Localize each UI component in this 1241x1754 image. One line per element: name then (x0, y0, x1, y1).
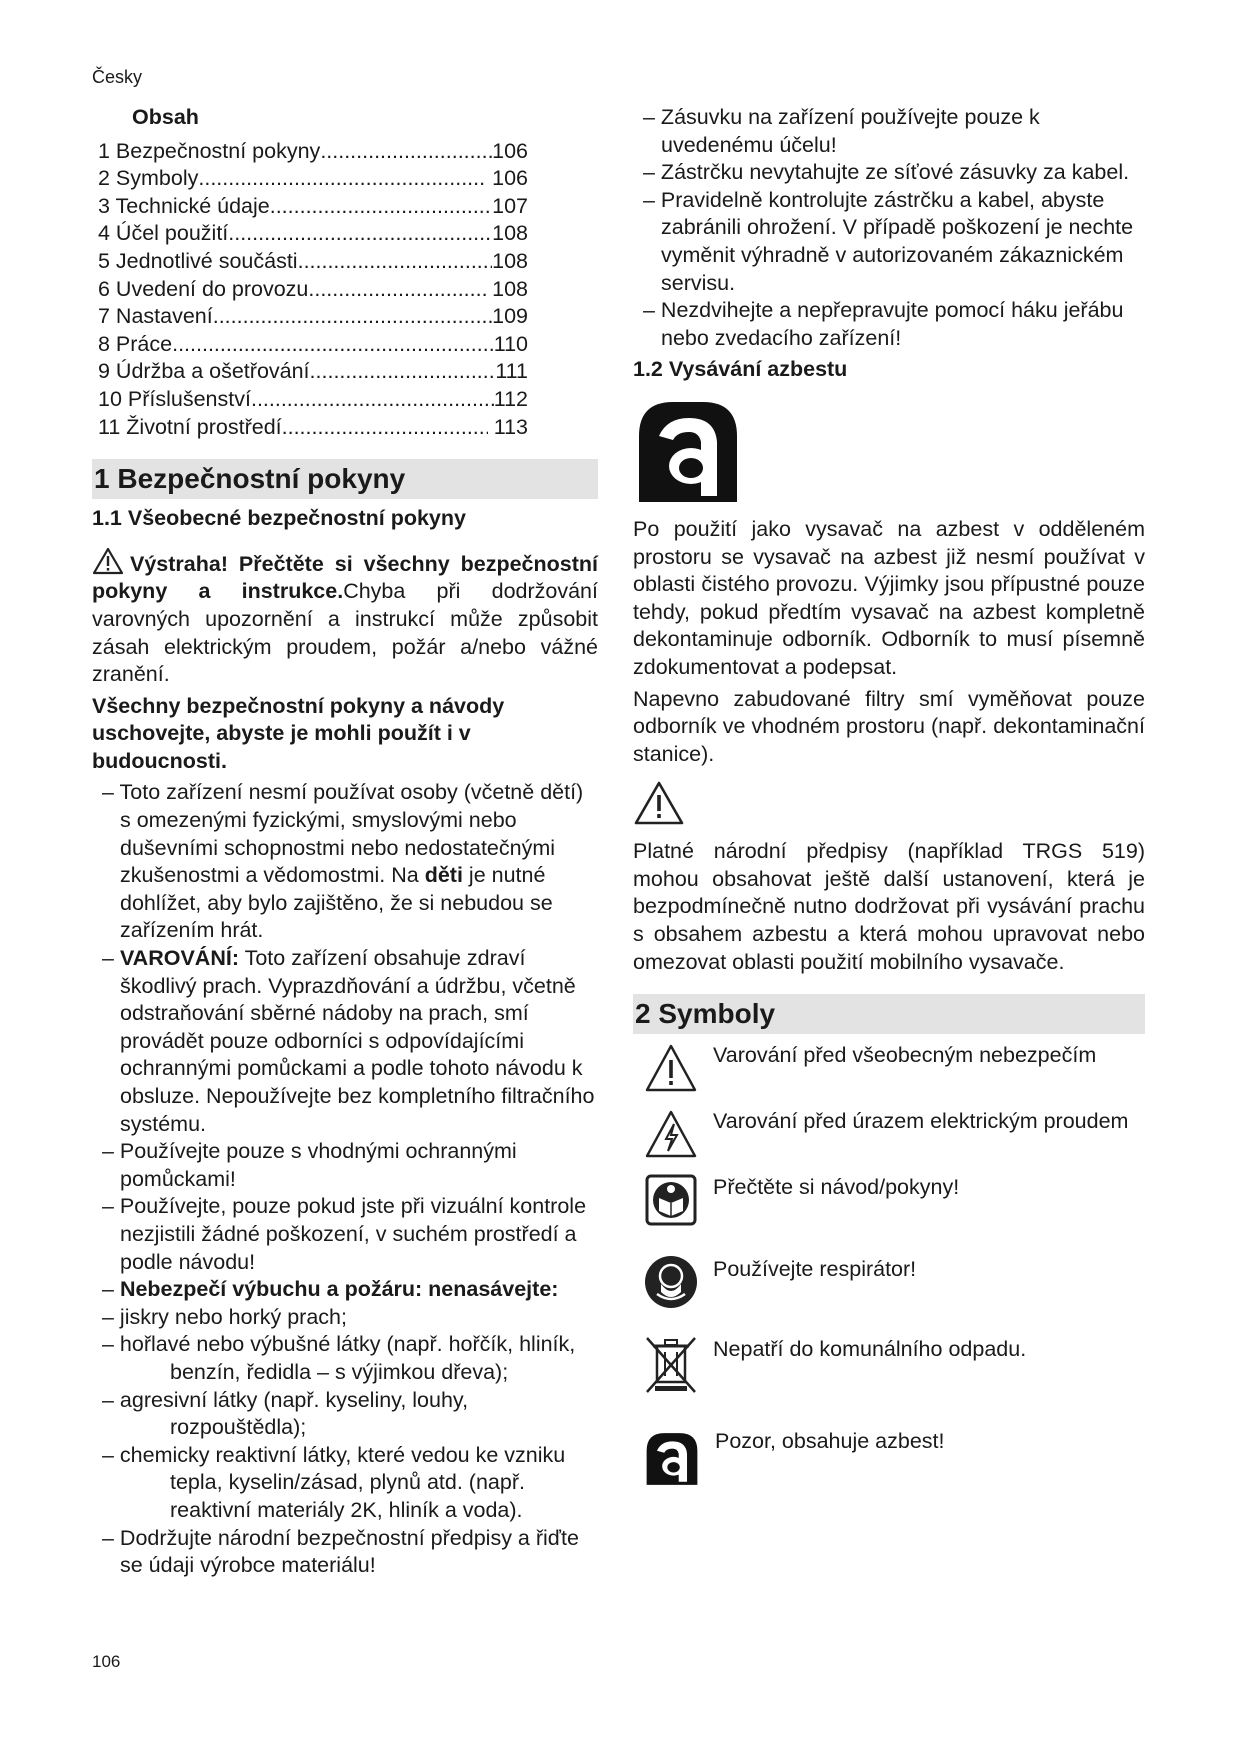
bullet-prefix: – (102, 1277, 120, 1302)
toc-item-label: 10 Příslušenství (98, 386, 251, 411)
toc-item (98, 303, 528, 331)
toc-item-page: 108 (492, 248, 528, 273)
bullet-warning-text: Toto zařízení obsahuje zdraví škodlivý prach. Vyprazdňování a údržbu, včetně odstraňování sběrné nádoby na prach, smí provádět pouze odborníci s odpovídajícími ochrannými pomůckami a podle tohoto návodu k obsluze. Nepoužívejte bez kompletního filtračního systému. (120, 946, 595, 1136)
warning-triangle-icon (633, 780, 685, 826)
toc-item-label: 5 Jednotlivé součásti (98, 248, 298, 273)
toc-item-label: 2 Symboly (98, 166, 199, 191)
toc-item-page: 111 (495, 359, 528, 384)
toc-leader-dots (172, 331, 494, 359)
toc-item-page: 107 (492, 193, 528, 218)
toc-item-label: 11 Životní prostředí (98, 414, 282, 439)
bullet-flammable: – hořlavé nebo výbušné látky (např. hořčík, hliník, benzín, ředidla – s výjimkou dřeva); (102, 1332, 576, 1384)
toc-item-label: 6 Uvedení do provozu (98, 276, 309, 301)
toc-item-page: 110 (493, 331, 528, 356)
warning-triangle-icon (92, 547, 124, 575)
toc-item (98, 331, 528, 359)
toc-list (92, 138, 598, 442)
bullet-plug: – Zástrčku nevytahujte ze síťové zásuvky za kabel. (643, 160, 1130, 185)
bullet-warning-dust (92, 945, 598, 1138)
toc-leader-dots (270, 193, 492, 221)
symbol-row (633, 1426, 1145, 1486)
toc-leader-dots (298, 248, 493, 276)
bullet-explosion (92, 1276, 598, 1304)
toc-item (98, 165, 528, 193)
toc-item (98, 193, 528, 221)
warning-bold-text: Výstraha! Přečtěte si všechny bezpečnostní pokyny a instrukce. (92, 551, 598, 604)
toc-item-label: 9 Údržba a ošetřování (98, 359, 310, 384)
toc-item-page: 108 (492, 221, 528, 246)
asbestos-paragraph-1: Po použití jako vysavač na azbest v odděleném prostoru se vysavač na azbest již nesmí používat v oblasti čistého provozu. Výjimky jsou přípustné pouze tehdy, pokud předtím vysavač na azbest kompletně dekontaminuje odborník. Odborník to musí písemně zdokumentovat a podepsat. (633, 516, 1145, 679)
symbol-text: Pozor, obsahuje azbest! (715, 1429, 945, 1454)
toc-leader-dots (251, 386, 494, 414)
bullet-visual-check: – Používejte, pouze pokud jste při vizuální kontrole nezjistili žádné poškození, v suchém prostředí a podle návodu! (102, 1194, 587, 1274)
symbol-row (633, 1040, 1145, 1100)
symbol-row (633, 1334, 1145, 1426)
toc-leader-dots (320, 138, 492, 166)
toc-leader-dots (228, 220, 492, 248)
bullet-socket: – Zásuvku na zařízení používejte pouze k uvedenému účelu! (643, 105, 1040, 157)
toc-item-page: 106 (486, 166, 528, 191)
toc-leader-dots (310, 358, 496, 386)
toc-item-label: 8 Práce (98, 331, 173, 356)
symbol-row (633, 1254, 1145, 1334)
bullet-prefix: – (102, 946, 120, 971)
section-2-heading: 2 Symboly (633, 994, 1145, 1034)
right-column (633, 104, 1145, 1486)
read-manual-icon (643, 1172, 699, 1228)
toc-leader-dots (308, 276, 486, 304)
subsection-1-1-heading: 1.1 Všeobecné bezpečnostní pokyny (92, 506, 466, 531)
toc-leader-dots (213, 303, 492, 331)
bullet-persons (92, 779, 598, 945)
page-language: Česky (92, 67, 143, 87)
toc-item (98, 386, 528, 414)
page-number: 106 (92, 1652, 121, 1671)
toc-item-page: 108 (486, 276, 528, 301)
toc-item (98, 248, 528, 276)
symbol-row (633, 1172, 1145, 1254)
asbestos-icon (643, 1430, 701, 1488)
toc-item-page: 106 (492, 138, 528, 163)
symbol-text: Nepatří do komunálního odpadu. (713, 1337, 1027, 1362)
toc-item-label: 4 Účel použití (98, 221, 229, 246)
asbestos-paragraph-2: Napevno zabudované filtry smí vyměňovat pouze odborník ve vhodném prostoru (např. dekontaminační stanice). (633, 686, 1145, 766)
crossed-bin-icon (643, 1334, 699, 1396)
toc-item-page: 112 (493, 386, 528, 411)
toc-item (98, 138, 528, 166)
asbestos-icon (633, 396, 743, 508)
keep-instructions-text: Všechny bezpečnostní pokyny a návody uschovejte, abyste je mohli použít i v budoucnosti. (92, 693, 505, 773)
toc-item-page: 113 (487, 414, 528, 439)
toc-leader-dots (198, 165, 486, 193)
bullet-persons-bold: děti (424, 863, 463, 888)
symbol-text: Varování před všeobecným nebezpečím (713, 1043, 1097, 1068)
toc-item-label: 7 Nastavení (98, 304, 213, 329)
subsection-1-2-heading: 1.2 Vysávání azbestu (633, 357, 848, 382)
respirator-icon (643, 1254, 699, 1310)
toc-item-label: 1 Bezpečnostní pokyny (98, 138, 321, 163)
symbol-text: Používejte respirátor! (713, 1257, 917, 1282)
toc-item-label: 3 Technické údaje (98, 193, 270, 218)
toc-item (98, 220, 528, 248)
bullet-sparks: – jiskry nebo horký prach; (102, 1304, 347, 1329)
symbol-text: Přečtěte si návod/pokyny! (713, 1175, 960, 1200)
electric-shock-warning-icon (643, 1106, 699, 1162)
bullet-cable-check: – Pravidelně kontrolujte zástrčku a kabel, abyste zabránili ohrožení. V případě poškození je nechte vyměnit výhradně v autorizovaném zákaznickém servisu. (643, 187, 1134, 295)
toc-title: Obsah (132, 105, 199, 129)
symbol-row (633, 1106, 1145, 1166)
toc-item (98, 276, 528, 304)
bullet-national-rules: – Dodržujte národní bezpečnostní předpisy a řiďte se údaji výrobce materiálu! (102, 1525, 579, 1578)
bullet-chemical: – chemicky reaktivní látky, které vedou ke vzniku tepla, kyselin/zásad, plynů atd. (např. reaktivní materiály 2K, hliník a voda). (102, 1442, 566, 1522)
toc-leader-dots (282, 414, 488, 442)
symbol-text: Varování před úrazem elektrickým proudem (713, 1109, 1129, 1134)
warning-paragraph (92, 547, 598, 689)
bullet-protective-gear: – Používejte pouze s vhodnými ochrannými pomůckami! (102, 1139, 517, 1191)
asbestos-paragraph-3: Platné národní předpisy (například TRGS 519) mohou obsahovat ještě další ustanovení, která je bezpodmínečně nutno dodržovat při vysávání prachu s obsahem azbestu a která mohou upravovat nebo omezovat oblasti použití mobilního vysavače. (633, 839, 1145, 974)
bullet-explosion-bold: Nebezpečí výbuchu a požáru: nenasávejte: (119, 1277, 559, 1302)
bullet-persons-b: je nutné dohlížet, aby bylo zajištěno, že si nebudou se zařízením hrát. (120, 863, 553, 943)
warning-text: Chyba při dodržování varovných upozornění a instrukcí může způsobit zásah elektrickým proudem, požár a/nebo vážné zranění. (92, 579, 598, 687)
toc-item (98, 358, 528, 386)
toc-item-page: 109 (492, 304, 528, 329)
section-1-heading: 1 Bezpečnostní pokyny (92, 459, 598, 499)
toc-item (98, 414, 528, 442)
bullet-crane: – Nezdvihejte a nepřepravujte pomocí háku jeřábu nebo zvedacího zařízení! (643, 298, 1124, 350)
left-column (92, 104, 598, 1580)
general-warning-icon (643, 1040, 699, 1096)
bullet-persons-a: – Toto zařízení nesmí používat osoby (včetně dětí) s omezenými fyzickými, smyslovými nebo duševními schopnostmi nebo nedostatečnými zkušenostmi a vědomostmi. Na (102, 780, 584, 888)
bullet-warning-bold: VAROVÁNÍ: (119, 946, 239, 971)
bullet-aggressive: – agresivní látky (např. kyseliny, louhy, rozpouštědla); (102, 1387, 469, 1440)
